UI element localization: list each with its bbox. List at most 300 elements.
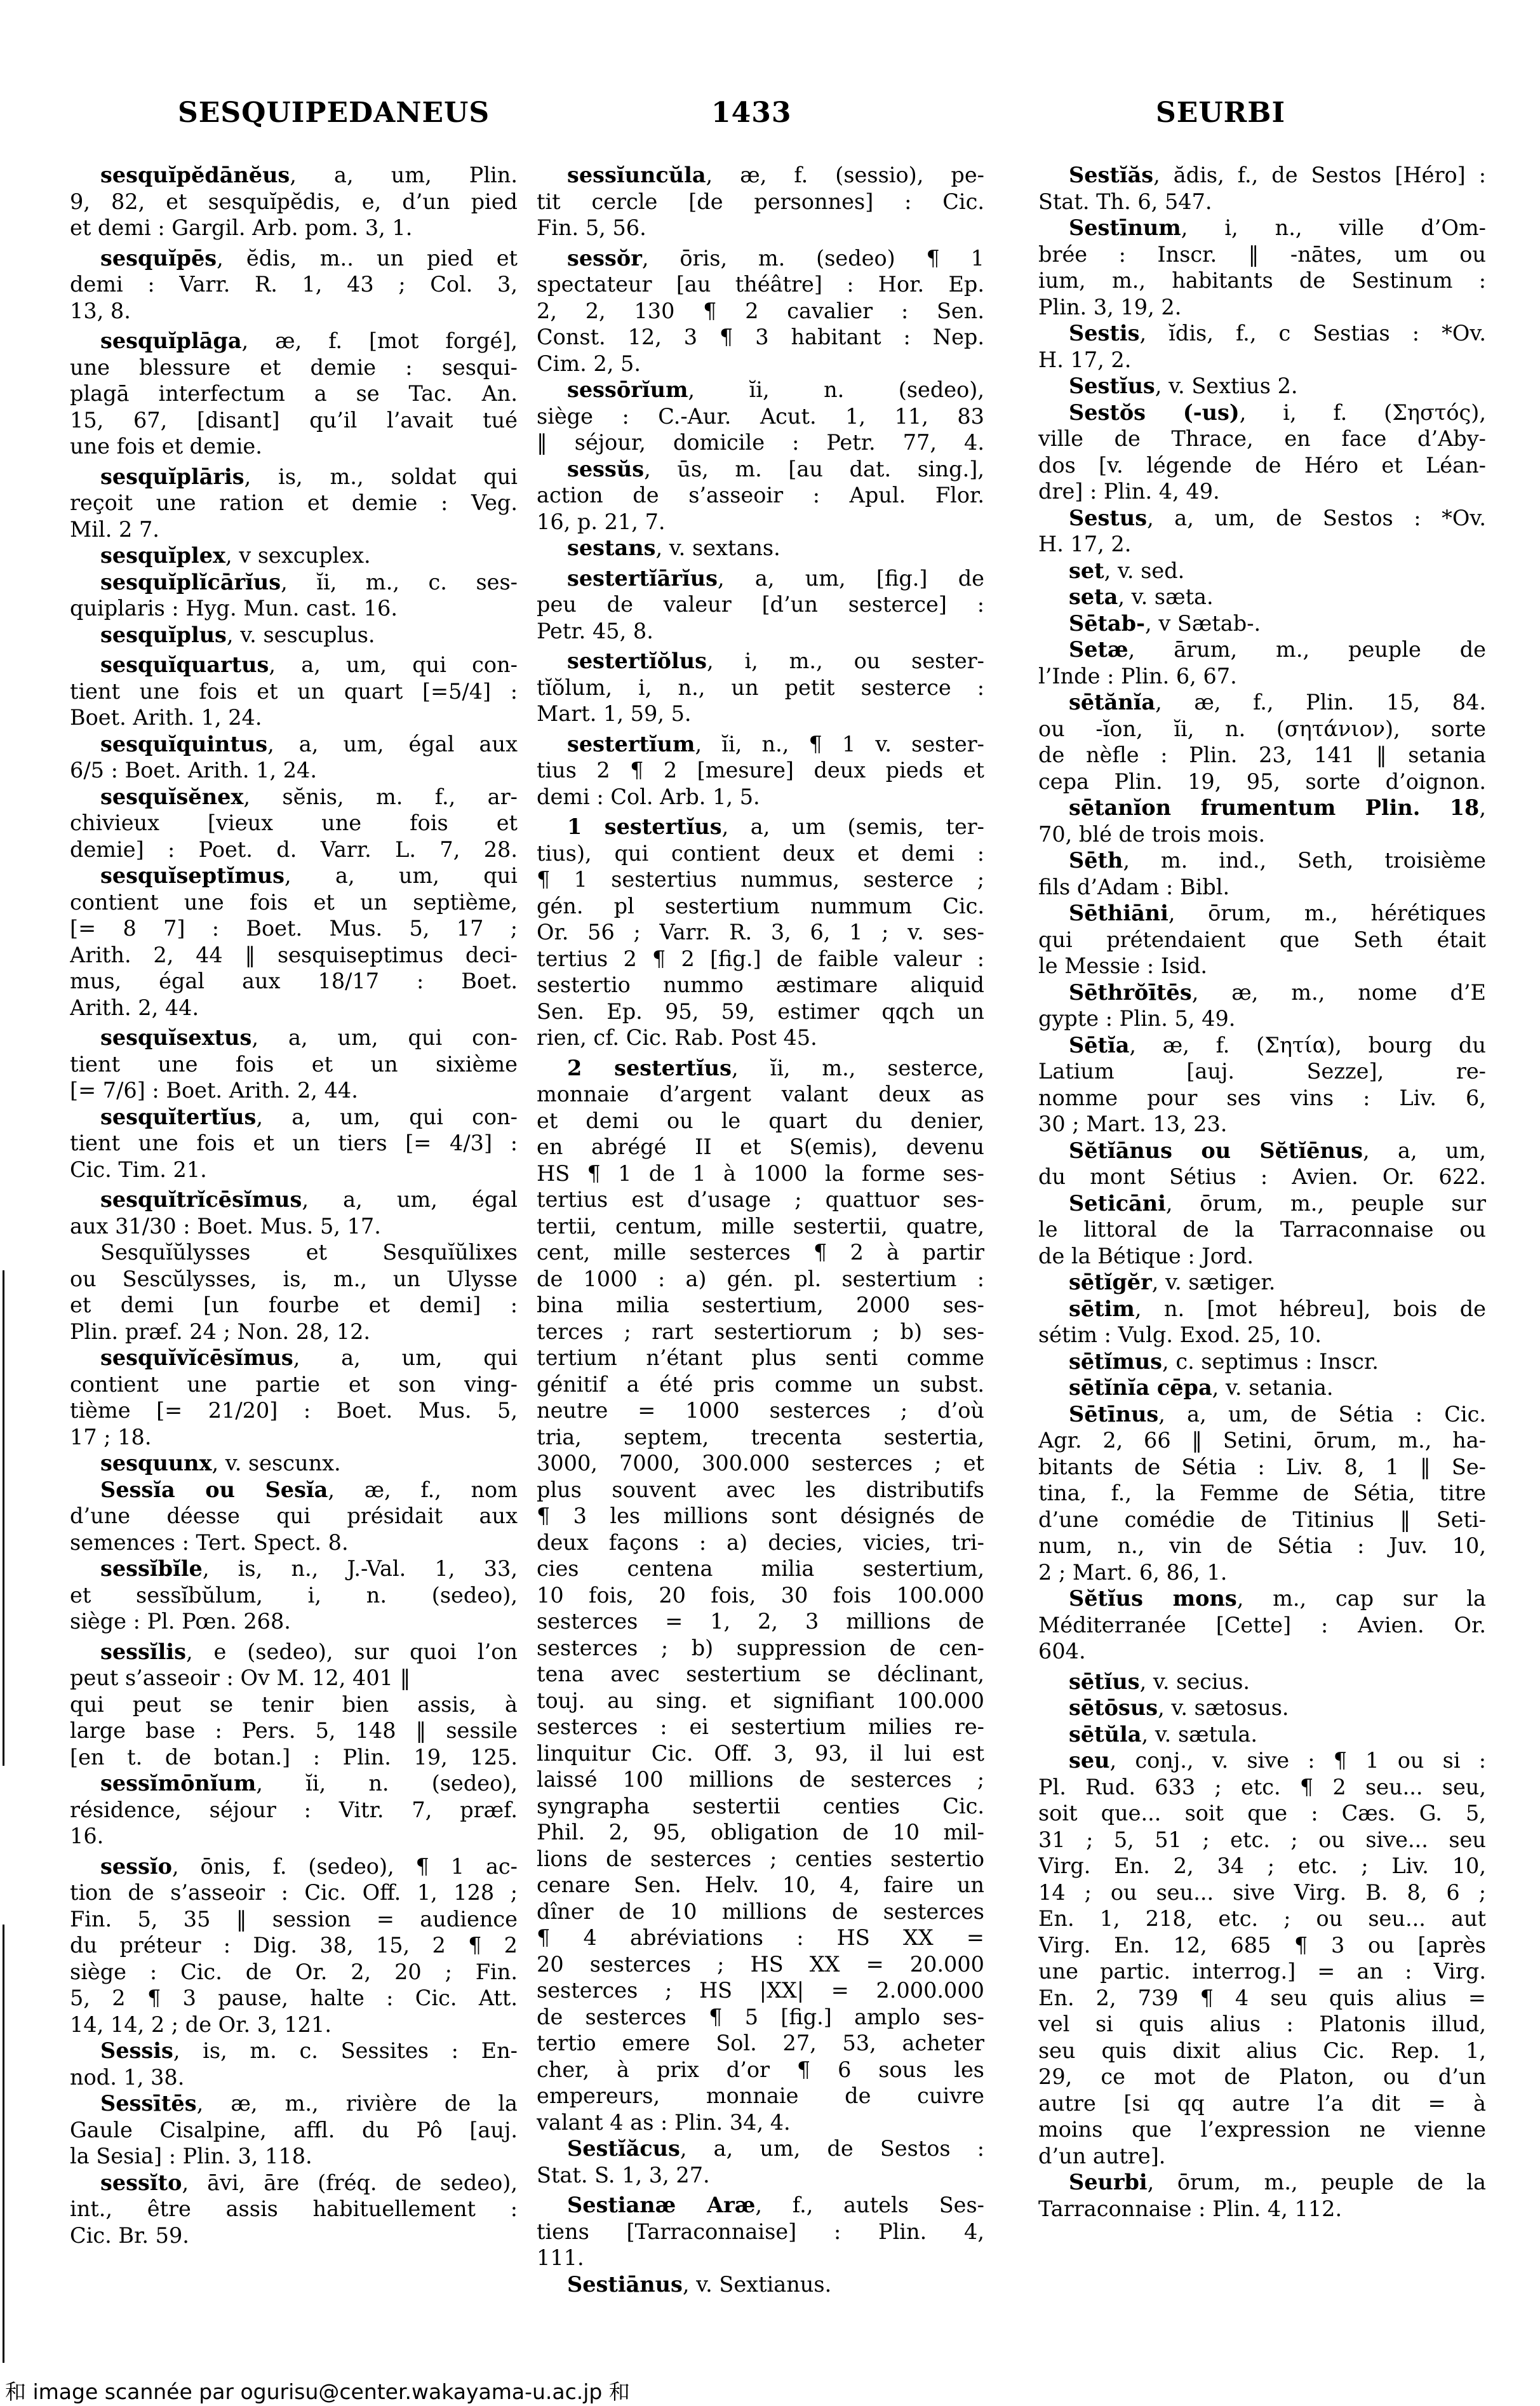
entry-line: sesterces ; HS |XX| = 2.000.000 <box>537 1978 984 2003</box>
entry-line: une fois et demie. <box>70 434 262 459</box>
entry-line: deux façons : a) decies, vicies, tri- <box>537 1529 984 1555</box>
entry-line: En. 1, 218, etc. ; ou seu... aut <box>1038 1906 1486 1931</box>
entry-line: 15, 67, [disant] qu’il l’avait tué <box>70 407 518 433</box>
entry-line: tient une fois et un tiers [= 4/3] : <box>70 1131 518 1155</box>
entry-line: contient une partie et son ving- <box>70 1371 518 1397</box>
entry-line: 14, 14, 2 ; de Or. 3, 121. <box>70 2012 331 2037</box>
entry-line: tertius est d’usage ; quattuor ses- <box>537 1187 984 1212</box>
headword: 2 sestertĭus <box>567 1055 732 1080</box>
entry-line: neutre = 1000 sesterces ; d’où <box>537 1398 984 1423</box>
headword: Sĕtĭus mons <box>1069 1586 1237 1611</box>
entry-line: 6/5 : Boet. Arith. 1, 24. <box>70 758 318 783</box>
entry-line: syngrapha sestertii centies Cic. <box>537 1793 984 1818</box>
headword: Sestiānus <box>567 2271 683 2297</box>
entry-line: gén. pl sestertium nummum Cic. <box>537 893 984 918</box>
entry-line: Mil. 2 7. <box>70 516 159 542</box>
headword: sētĭnĭa cēpa <box>1069 1375 1212 1400</box>
entry-headline: sētōsus, v. sætosus. <box>1069 1695 1289 1720</box>
entry-line: Tarraconnaise : Plin. 4, 112. <box>1038 2196 1342 2221</box>
headword: sessĭbĭle <box>100 1556 203 1581</box>
entry-line: 2 ; Mart. 6, 86, 1. <box>1038 1559 1228 1585</box>
entry-line: laissé 100 millions de sesterces ; <box>537 1767 984 1792</box>
entry-headline: sessĭlis, e (sedeo), sur quoi l’on <box>100 1639 518 1664</box>
headword: seu <box>1069 1748 1110 1773</box>
scan-edge-mark <box>3 1925 4 2363</box>
entry-line: dre] : Plin. 4, 49. <box>1038 479 1220 504</box>
entry-line: gypte : Plin. 5, 49. <box>1038 1006 1236 1031</box>
headword: sesquĭpēs <box>100 245 217 271</box>
entry-line: Phil. 2, 95, obligation de 10 mil- <box>537 1820 984 1845</box>
headword: sētănĭa <box>1069 690 1156 715</box>
entry-line: HS ¶ 1 de 1 à 1000 la forme ses- <box>537 1160 984 1186</box>
headword: sestertĭum <box>567 731 695 756</box>
entry-line: le littoral de la Tarraconnaise ou <box>1038 1217 1486 1242</box>
headword: sessĭo <box>100 1853 172 1879</box>
headword: sesquĭvĭcēsĭmus <box>100 1345 293 1370</box>
entry-line: nomme pour ses vins : Liv. 6, <box>1038 1085 1486 1110</box>
headword: sestans <box>567 535 656 560</box>
entry-headline: Sestīnum, i, n., ville d’Om- <box>1069 215 1486 240</box>
headword: Sestīnum <box>1069 215 1181 240</box>
entry-line: lions de sesterces ; centies sestertio <box>537 1846 984 1871</box>
entry-line: Cic. Tim. 21. <box>70 1157 207 1182</box>
headword: sesquĭsĕnex <box>100 784 244 809</box>
entry-line: de nèfle : Plin. 23, 141 ‖ setania <box>1038 743 1486 767</box>
entry-headline: Sĕtĭānus ou Sĕtĭēnus, a, um, <box>1069 1138 1486 1163</box>
headword: sesquĭplex <box>100 543 225 568</box>
headword: sētanĭon frumentum Plin. 18 <box>1069 795 1480 820</box>
entry-line: 16. <box>70 1824 104 1848</box>
entry-headline: sētim, n. [mot hébreu], bois de <box>1069 1296 1486 1321</box>
entry-line: sesterces : ei sestertium milies re- <box>537 1714 984 1739</box>
entry-line: brée : Inscr. ‖ -nātes, um ou <box>1038 241 1486 267</box>
entry-line: cepa Plin. 19, 95, sorte d’oignon. <box>1038 769 1486 794</box>
headword: sesquĭquintus <box>100 731 268 756</box>
entry-headline: sessĭto, āvi, āre (fréq. de sedeo), <box>100 2170 518 2195</box>
headword: Sestĭăcus <box>567 2136 680 2161</box>
dictionary-column-1 <box>70 162 518 2248</box>
entry-headline: sētŭla, v. sætula. <box>1069 1721 1258 1747</box>
entry-line: et demi : Gargil. Arb. pom. 3, 1. <box>70 215 413 240</box>
headword: Sestĭus <box>1069 373 1155 398</box>
entry-line: 20 sesterces ; HS XX = 20.000 <box>537 1951 984 1977</box>
entry-line: aux 31/30 : Boet. Mus. 5, 17. <box>70 1213 381 1239</box>
headword: sesquĭplāga <box>100 328 242 353</box>
entry-line: chivieux [vieux une fois et <box>70 810 518 835</box>
entry-line: spectateur [au théâtre] : Hor. Ep. <box>537 272 984 297</box>
headword: sesquĭtertĭus <box>100 1104 257 1129</box>
entry-headline: Sestĭăs, ădis, f., de Sestos [Héro] : <box>1069 163 1486 187</box>
entry-line: Virg. En. 2, 34 ; etc. ; Liv. 10, <box>1038 1853 1486 1878</box>
entry-headline: Sēthiāni, ōrum, m., hérétiques <box>1069 901 1486 925</box>
entry-line: En. 2, 739 ¶ 4 seu quis alius = <box>1038 1985 1486 2010</box>
scan-credit: 和 image scannée par ogurisu@center.wakayama-u.ac.jp 和 <box>5 2379 630 2404</box>
entry-line: semences : Tert. Spect. 8. <box>70 1529 349 1555</box>
entry-line: Fin. 5, 56. <box>537 215 646 240</box>
entry-headline: sesquĭvĭcēsĭmus, a, um, qui <box>100 1345 518 1370</box>
entry-line: d’une comédie de Titinius ‖ Seti- <box>1038 1507 1486 1532</box>
entry-line: soit que... soit que : Cæs. G. 5, <box>1038 1801 1486 1825</box>
entry-headline: Sēthrŏītēs, æ, m., nome d’E <box>1069 979 1486 1005</box>
entry-headline: Sessĭa ou Sesĭa, æ, f., nom <box>100 1477 518 1502</box>
headword: sētĭus <box>1069 1669 1140 1694</box>
headword: Sētab- <box>1069 610 1146 636</box>
headword: Sessĭa ou Sesĭa <box>100 1477 328 1502</box>
entry-line: tertii, centum, mille sestertii, quatre, <box>537 1213 984 1239</box>
entry-line: Plin. 3, 19, 2. <box>1038 294 1182 319</box>
headword: Sēthiāni <box>1069 901 1168 925</box>
entry-line: et demi ou le quart du denier, <box>537 1108 984 1133</box>
entry-line: tina, f., la Femme de Sétia, titre <box>1038 1481 1486 1505</box>
entry-line: H. 17, 2. <box>1038 532 1132 556</box>
entry-line: Boet. Arith. 1, 24. <box>70 705 262 730</box>
entry-line: tit cercle [de personnes] : Cic. <box>537 189 984 214</box>
entry-headline: sessĭmōnĭum, ĭi, n. (sedeo), <box>100 1771 518 1796</box>
entry-line: peut s’asseoir : Ov M. 12, 401 ‖ <box>70 1665 411 1690</box>
headword: sessŏr <box>567 245 642 271</box>
entry-line: le Messie : Isid. <box>1038 953 1208 978</box>
entry-line: en abrégé II et S(emis), devenu <box>537 1134 984 1159</box>
entry-line: action de s’asseoir : Apul. Flor. <box>537 483 984 507</box>
entry-line: peu de valeur [d’un sesterce] : <box>537 592 984 617</box>
entry-line: seu quis dixit alius Cic. Rep. 1, <box>1038 2038 1486 2063</box>
entry-headline: Sestĭăcus, a, um, de Sestos : <box>567 2136 984 2161</box>
entry-line: plus souvent avec les distributifs <box>537 1477 984 1502</box>
entry-line: Gaule Cisalpine, affl. du Pô [auj. <box>70 2117 518 2142</box>
entry-line: siège : Pl. Pœn. 268. <box>70 1609 291 1634</box>
headword: sētim <box>1069 1296 1135 1321</box>
entry-headline: sestertĭŏlus, i, m., ou sester- <box>567 649 984 673</box>
entry-line: d’une déesse qui présidait aux <box>70 1503 518 1528</box>
entry-line: num, n., vin de Sétia : Juv. 10, <box>1038 1533 1486 1558</box>
entry-line: une blessure et demie : sesqui- <box>70 354 518 380</box>
entry-line: Stat. S. 1, 3, 27. <box>537 2162 710 2188</box>
entry-line: vel si quis alius : Platonis illud, <box>1038 2012 1486 2036</box>
entry-line: moins que l’expression ne vienne <box>1038 2117 1486 2142</box>
entry-line: Petr. 45, 8. <box>537 618 653 643</box>
entry-line: large base : Pers. 5, 148 ‖ sessile <box>70 1718 518 1743</box>
entry-line: fils d’Adam : Bibl. <box>1038 874 1230 899</box>
entry-line: du mont Sétius : Avien. Or. 622. <box>1038 1164 1486 1189</box>
entry-line: 3000, 7000, 300.000 sesterces ; et <box>537 1451 984 1475</box>
entry-headline: Sētĭa, æ, f. (Σητία), bourg du <box>1069 1032 1486 1058</box>
entry-headline: sesquĭpēs, ĕdis, m.. un pied et <box>100 245 518 271</box>
entry-line: linquitur Cic. Off. 3, 93, il lui est <box>537 1740 984 1766</box>
entry-line: de sesterces ¶ 5 [fig.] amplo ses- <box>537 2004 984 2029</box>
entry-line: Arith. 2, 44. <box>70 995 199 1020</box>
entry-line: 2, 2, 130 ¶ 2 cavalier : Sen. <box>537 298 984 323</box>
entry-headline: seta, v. sæta. <box>1069 584 1214 609</box>
headword: sessōrĭum <box>567 377 688 402</box>
entry-line: demi : Varr. R. 1, 43 ; Col. 3, <box>70 272 518 297</box>
headword: sesquunx <box>100 1451 212 1475</box>
entry-line: bitants de Sétia : Liv. 8, 1 ‖ Se- <box>1038 1454 1486 1479</box>
entry-line: tĭŏlum, i, n., un petit sesterce : <box>537 675 984 700</box>
entry-line: ou Sescŭlysses, is, m., un Ulysse <box>70 1266 518 1291</box>
entry-line: cies centena milia sestertium, <box>537 1556 984 1581</box>
entry-line: Mart. 1, 59, 5. <box>537 701 692 726</box>
entry-line: ¶ 4 abréviations : HS XX = <box>537 1925 984 1950</box>
entry-line: du préteur : Dig. 38, 15, 2 ¶ 2 <box>70 1933 518 1958</box>
entry-line: monnaie d’argent valant deux as <box>537 1082 984 1106</box>
entry-line: tient une fois et un sixième <box>70 1051 518 1077</box>
entry-line: Arith. 2, 44 ‖ sesquiseptimus deci- <box>70 942 518 967</box>
entry-headline: sesquĭtrĭcēsĭmus, a, um, égal <box>100 1187 518 1212</box>
entry-line: de 1000 : a) gén. pl. sestertium : <box>537 1266 984 1291</box>
headword: Sēthrŏītēs <box>1069 979 1192 1005</box>
headword: sētĭmus <box>1069 1348 1163 1374</box>
headword: Sessis <box>100 2038 173 2063</box>
headword: Sētĭa <box>1069 1032 1130 1058</box>
entry-headline: Seurbi, ōrum, m., peuple de la <box>1069 2170 1486 2194</box>
entry-line: Cim. 2, 5. <box>537 351 641 376</box>
headword: sesquĭplĭcārĭus <box>100 569 281 595</box>
headword: sētĭgĕr <box>1069 1270 1152 1294</box>
entry-headline: sētĭgĕr, v. sætiger. <box>1069 1270 1276 1294</box>
headword: sessĭuncŭla <box>567 163 706 187</box>
entry-line: demie] : Poet. d. Varr. L. 7, 28. <box>70 837 518 862</box>
entry-headline: sesquĭplĭcārĭus, ĭi, m., c. ses- <box>100 569 518 595</box>
entry-line: sestertio nummo æstimare aliquid <box>537 972 984 997</box>
headword: sesquĭsextus <box>100 1025 252 1050</box>
entry-headline: sesquĭpĕdānĕus, a, um, Plin. <box>100 163 518 187</box>
entry-headline: sētĭus, v. secius. <box>1069 1669 1250 1694</box>
entry-line: 70, blé de trois mois. <box>1038 821 1266 847</box>
entry-headline: sesquĭplāris, is, m., soldat qui <box>100 464 518 489</box>
entry-headline: sesquĭplāga, æ, f. [mot forgé], <box>100 328 518 353</box>
entry-line: Pl. Rud. 633 ; etc. ¶ 2 seu... seu, <box>1038 1774 1486 1799</box>
entry-line: tertio emere Sol. 27, 53, acheter <box>537 2031 984 2055</box>
entry-line: 14 ; ou seu... sive Virg. B. 8, 6 ; <box>1038 1879 1486 1905</box>
entry-line: Plin. præf. 24 ; Non. 28, 12. <box>70 1319 371 1344</box>
entry-line: Agr. 2, 66 ‖ Setini, ōrum, m., ha- <box>1038 1428 1486 1453</box>
entry-line: Cic. Br. 59. <box>70 2222 189 2248</box>
entry-line: dîner de 10 millions de sesterces <box>537 1899 984 1924</box>
entry-line: tertius 2 ¶ 2 [fig.] de faible valeur : <box>537 946 984 971</box>
entry-line: H. 17, 2. <box>1038 347 1132 372</box>
entry-line: bina milia sestertium, 2000 ses- <box>537 1293 984 1317</box>
entry-line: Sen. Ep. 95, 59, estimer qqch un <box>537 998 984 1024</box>
entry-headline: Sessis, is, m. c. Sessites : En- <box>100 2038 518 2063</box>
entry-headline: sesquĭplex, v sexcuplex. <box>100 543 371 568</box>
entry-headline: Sētab-, v Sætab-. <box>1069 610 1261 636</box>
entry-line: tiens [Tarraconnaise] : Plin. 4, <box>537 2219 984 2244</box>
entry-line: mus, égal aux 18/17 : Boet. <box>70 969 518 993</box>
headword: Sestis <box>1069 321 1140 346</box>
right-guideword: SEURBI <box>1156 97 1286 129</box>
entry-line: 16, p. 21, 7. <box>537 509 666 534</box>
page-number: 1433 <box>711 97 792 129</box>
entry-line: touj. au sing. et signifiant 100.000 <box>537 1688 984 1713</box>
entry-line: ‖ séjour, domicile : Petr. 77, 4. <box>537 430 984 455</box>
entry-line: 10 fois, 20 fois, 30 fois 100.000 <box>537 1582 984 1608</box>
entry-line: tria, septem, trecenta sestertia, <box>537 1424 984 1449</box>
scan-edge-mark <box>3 1270 4 1766</box>
entry-headline: sesquĭsĕnex, sĕnis, m. f., ar- <box>100 784 518 809</box>
headword: sesquĭplus <box>100 622 227 647</box>
entry-headline: sētĭmus, c. septimus : Inscr. <box>1069 1348 1379 1374</box>
entry-headline: Sētīnus, a, um, de Sétia : Cic. <box>1069 1401 1486 1427</box>
headword: Sessītēs <box>100 2091 197 2116</box>
entry-line: Latium [auj. Sezze], re- <box>1038 1059 1486 1084</box>
entry-line: ville de Thrace, en face d’Aby- <box>1038 426 1486 451</box>
entry-line: sesterces ; b) suppression de cen- <box>537 1635 984 1660</box>
headword: sestertĭŏlus <box>567 649 707 673</box>
left-guideword: SESQUIPEDANEUS <box>178 97 490 129</box>
entry-line: demi : Col. Arb. 1, 5. <box>537 784 760 809</box>
headword: seta <box>1069 584 1118 609</box>
dictionary-column-2 <box>537 162 984 2297</box>
entry-line: génitif a été pris comme un subst. <box>537 1371 984 1397</box>
entry-headline: 1 sestertĭus, a, um (semis, ter- <box>567 814 984 839</box>
headword: Sestianæ Aræ <box>567 2193 756 2217</box>
entry-line: Stat. Th. 6, 547. <box>1038 189 1212 214</box>
entry-line: 17 ; 18. <box>70 1424 152 1449</box>
entry-line: qui prétendaient que Seth était <box>1038 927 1486 952</box>
headword: sesquĭquartus <box>100 652 269 677</box>
entry-headline: Setæ, ārum, m., peuple de <box>1069 637 1486 662</box>
headword: sessĭlis <box>100 1639 186 1664</box>
headword: Sĕtĭānus ou Sĕtĭēnus <box>1069 1138 1363 1163</box>
entry-line: 31 ; 5, 51 ; etc. ; ou sive... seu <box>1038 1827 1486 1852</box>
entry-line: Fin. 5, 35 ‖ session = audience <box>70 1906 518 1932</box>
headword: sesquĭseptĭmus <box>100 863 285 888</box>
headword: sessĭto <box>100 2170 182 2195</box>
entry-line: d’un autre]. <box>1038 2143 1166 2168</box>
entry-line: et demi [un fourbe et demi] : <box>70 1293 518 1317</box>
headword: Sēth <box>1069 848 1123 873</box>
entry-line: siège : Cic. de Or. 2, 20 ; Fin. <box>70 1959 518 1984</box>
entry-line: sesterces = 1, 2, 3 millions de <box>537 1609 984 1634</box>
entry-line: résidence, séjour : Vitr. 7, præf. <box>70 1797 518 1822</box>
headword: sessĭmōnĭum <box>100 1771 257 1796</box>
entry-line: qui peut se tenir bien assis, à <box>70 1691 518 1717</box>
entry-headline: sessĭo, ōnis, f. (sedeo), ¶ 1 ac- <box>100 1853 518 1879</box>
headword: Sestŏs (-us) <box>1069 400 1240 425</box>
entry-headline: sesquĭquintus, a, um, égal aux <box>100 731 518 756</box>
headword: Sestus <box>1069 505 1148 530</box>
entry-line: [= 7/6] : Boet. Arith. 2, 44. <box>70 1078 358 1103</box>
entry-headline: sessōrĭum, ĭi, n. (sedeo), <box>567 377 984 402</box>
entry-line: [= 8 7] : Boet. Mus. 5, 17 ; <box>70 916 518 941</box>
entry-headline: Sestiānus, v. Sextianus. <box>567 2271 832 2297</box>
entry-line: 29, ce mot de Platon, ou d’un <box>1038 2064 1486 2089</box>
entry-line: tertium n’étant plus senti comme <box>537 1345 984 1370</box>
entry-line: tena avec sestertium se déclinant, <box>537 1662 984 1686</box>
entry-headline: Sestĭus, v. Sextius 2. <box>1069 373 1298 398</box>
headword: Sētīnus <box>1069 1401 1159 1427</box>
entry-line: contient une fois et un septième, <box>70 889 518 915</box>
headword: set <box>1069 558 1104 583</box>
dictionary-column-3 <box>1038 162 1486 2222</box>
entry-headline: sesquĭplus, v. sescuplus. <box>100 622 375 647</box>
headword: Setæ <box>1069 637 1128 662</box>
entry-headline: sessŭs, ūs, m. [au dat. sing.], <box>567 456 984 481</box>
entry-line: [en t. de botan.] : Plin. 19, 125. <box>70 1744 518 1770</box>
entry-line: quiplaris : Hyg. Mun. cast. 16. <box>70 596 398 621</box>
entry-line: autre [si qq autre l’a dit = à <box>1038 2090 1486 2116</box>
entry-headline: Sestŏs (-us), i, f. (Σηστός), <box>1069 400 1486 425</box>
entry-headline: Seticāni, ōrum, m., peuple sur <box>1069 1190 1486 1216</box>
entry-headline: sessĭbĭle, is, n., J.-Val. 1, 33, <box>100 1556 518 1581</box>
headword: sessŭs <box>567 456 645 481</box>
entry-line: tius), qui contient deux et demi : <box>537 840 984 866</box>
headword: sesquĭplāris <box>100 464 244 489</box>
headword: Seurbi <box>1069 2170 1148 2194</box>
entry-line: l’Inde : Plin. 6, 67. <box>1038 663 1237 689</box>
entry-headline: sestans, v. sextans. <box>567 535 780 560</box>
entry-line: Méditerranée [Cette] : Avien. Or. <box>1038 1612 1486 1637</box>
entry-headline: sesquĭtertĭus, a, um, qui con- <box>100 1104 518 1129</box>
entry-headline: sesquĭseptĭmus, a, um, qui <box>100 863 518 888</box>
entry-headline: Sestus, a, um, de Sestos : *Ov. <box>1069 505 1486 530</box>
headword: sesquĭtrĭcēsĭmus <box>100 1187 302 1212</box>
entry-line: rien, cf. Cic. Rab. Post 45. <box>537 1025 817 1050</box>
entry-headline: Sessītēs, æ, m., rivière de la <box>100 2091 518 2116</box>
entry-line: cenare Sen. Helv. 10, 4, faire un <box>537 1872 984 1897</box>
entry-line: une partic. interrog.] = an : Virg. <box>1038 1959 1486 1984</box>
entry-line: 111. <box>537 2245 584 2270</box>
entry-headline: sestertĭum, ĭi, n., ¶ 1 v. sester- <box>567 731 984 756</box>
entry-line: nod. 1, 38. <box>70 2064 185 2090</box>
entry-line: Virg. En. 12, 685 ¶ 3 ou [après <box>1038 1932 1486 1958</box>
entry-headline: sessŏr, ōris, m. (sedeo) ¶ 1 <box>567 245 984 271</box>
entry-line: et sessĭbŭlum, i, n. (sedeo), <box>70 1582 518 1608</box>
entry-line: plagā interfectum a se Tac. An. <box>70 381 518 406</box>
entry-headline: Sĕtĭus mons, m., cap sur la <box>1069 1586 1486 1611</box>
entry-headline: Sestis, ĭdis, f., c Sestias : *Ov. <box>1069 321 1486 346</box>
entry-line: reçoit une ration et demie : Veg. <box>70 490 518 515</box>
entry-headline: sētănĭa, æ, f., Plin. 15, 84. <box>1069 690 1486 715</box>
entry-headline: sessĭuncŭla, æ, f. (sessio), pe- <box>567 163 984 187</box>
entry-headline: sestertĭārĭus, a, um, [fig.] de <box>567 565 984 591</box>
entry-line: 5, 2 ¶ 3 pause, halte : Cic. Att. <box>70 1986 518 2010</box>
headword: Seticāni <box>1069 1190 1166 1216</box>
entry-line: tième [= 21/20] : Boet. Mus. 5, <box>70 1398 518 1423</box>
entry-headline: sesquunx, v. sescunx. <box>100 1451 341 1475</box>
entry-line: sétim : Vulg. Exod. 25, 10. <box>1038 1322 1322 1347</box>
entry-headline: sētĭnĭa cēpa, v. setania. <box>1069 1375 1334 1400</box>
headword: 1 sestertĭus <box>567 814 722 839</box>
entry-line: 13, 8. <box>70 298 131 323</box>
entry-line: 604. <box>1038 1639 1086 1663</box>
entry-headline: Sesquĭŭlysses et Sesquĭŭlixes <box>100 1240 518 1265</box>
entry-line: dos [v. légende de Héro et Léan- <box>1038 452 1486 478</box>
entry-line: tion de s’asseoir : Cic. Off. 1, 128 ; <box>70 1880 518 1905</box>
entry-headline: sesquĭsextus, a, um, qui con- <box>100 1025 518 1050</box>
entry-headline: Sēth, m. ind., Seth, troisième <box>1069 848 1486 873</box>
entry-line: terces ; rart sestertiorum ; b) ses- <box>537 1319 984 1344</box>
entry-line: int., être assis habituellement : <box>70 2196 518 2221</box>
headword: sesquĭpĕdānĕus <box>100 163 290 187</box>
entry-headline: Sestianæ Aræ, f., autels Ses- <box>567 2193 984 2217</box>
entry-headline: 2 sestertĭus, ĭi, m., sesterce, <box>567 1055 984 1080</box>
entry-line: cher, à prix d’or ¶ 6 sous les <box>537 2057 984 2082</box>
entry-line: ¶ 3 les millions sont désignés de <box>537 1503 984 1528</box>
entry-line: valant 4 as : Plin. 34, 4. <box>537 2109 791 2135</box>
entry-line: 30 ; Mart. 13, 23. <box>1038 1112 1228 1136</box>
entry-line: de la Bétique : Jord. <box>1038 1243 1254 1268</box>
entry-line: la Sesia] : Plin. 3, 118. <box>70 2144 312 2168</box>
entry-line: ium, m., habitants de Sestinum : <box>1038 268 1486 293</box>
entry-line: empereurs, monnaie de cuivre <box>537 2083 984 2108</box>
entry-line: cent, mille sesterces ¶ 2 à partir <box>537 1240 984 1265</box>
headword: sētōsus <box>1069 1695 1158 1720</box>
entry-headline: sētanĭon frumentum Plin. 18, <box>1069 795 1486 820</box>
headword: sētŭla <box>1069 1721 1142 1747</box>
entry-line: ou -ĭon, ĭi, n. (σητάνιον), sorte <box>1038 716 1486 741</box>
entry-line: tient une fois et un quart [=5/4] : <box>70 678 518 704</box>
